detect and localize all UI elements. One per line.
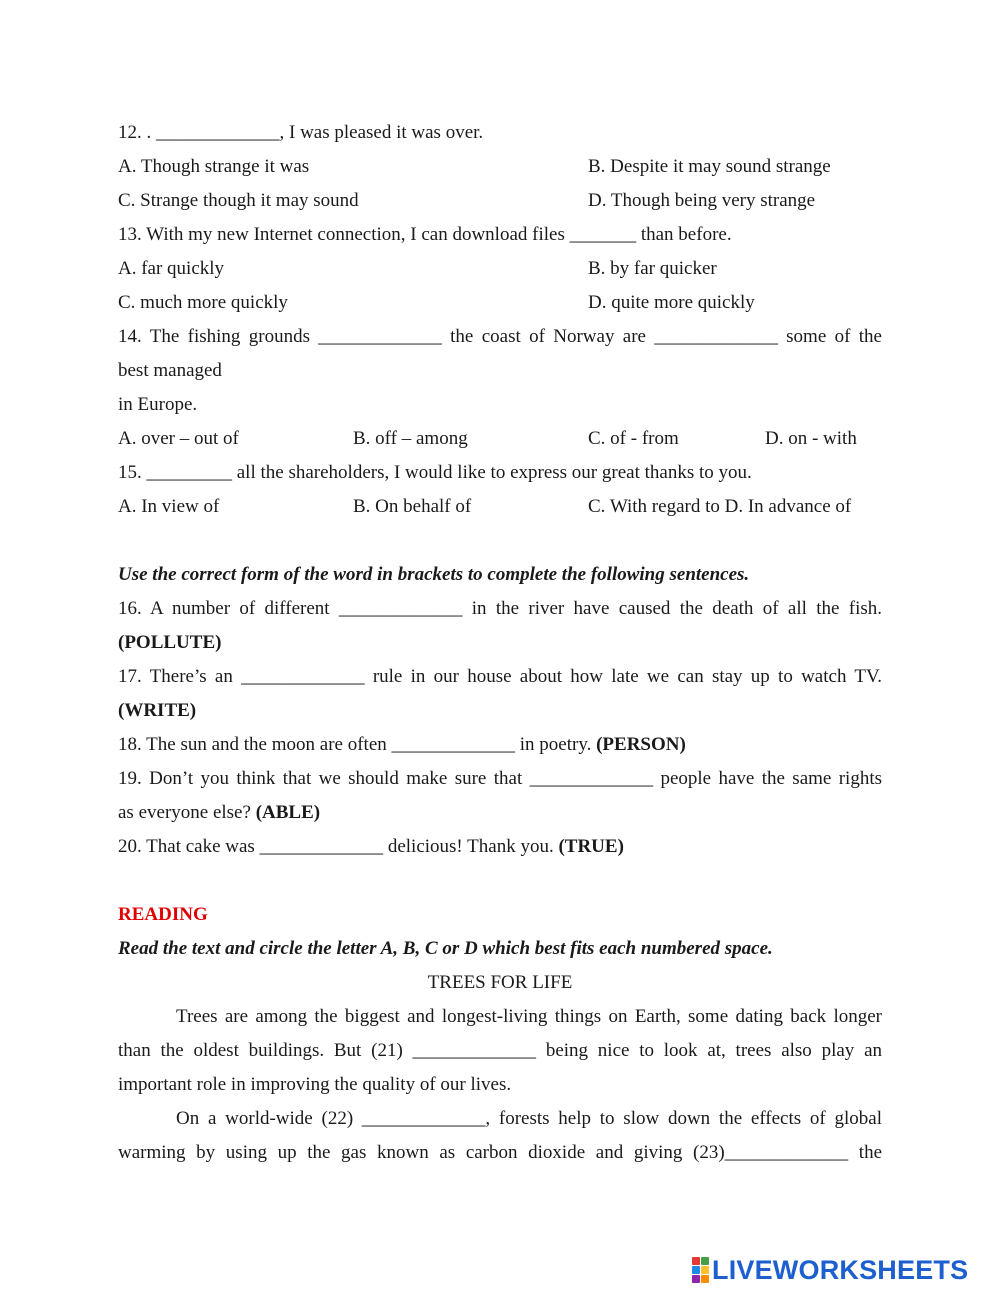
question-15-option-a[interactable]: A. In view of <box>118 496 220 517</box>
reading-p2-line1: On a world-wide (22) _____________, forests help to slow down the effects of global <box>176 1108 882 1129</box>
question-13-stem: 13. With my new Internet connection, I can download files _______ than before. <box>118 224 732 245</box>
reading-instruction: Read the text and circle the letter A, B, C or D which best fits each numbered space. <box>118 938 773 959</box>
liveworksheets-logo[interactable] <box>692 1255 968 1285</box>
question-12-option-d[interactable]: D. Though being very strange <box>588 190 816 211</box>
question-18-text: 18. The sun and the moon are often _____________ in poetry. <box>118 734 597 755</box>
question-17-text: 17. There’s an _____________ rule in our house about how late we can stay up to watch TV. <box>118 666 882 687</box>
reading-heading: READING <box>118 904 208 925</box>
reading-p1-line3: important role in improving the quality of our lives. <box>118 1074 512 1095</box>
question-12-option-b[interactable]: B. Despite it may sound strange <box>588 156 831 177</box>
question-12-options-row2 <box>118 184 882 218</box>
question-14-stem-line1: 14. The fishing grounds _____________ the coast of Norway are _____________ some of the <box>118 326 882 347</box>
question-13-options-row1 <box>118 252 882 286</box>
worksheet-page <box>118 116 882 1170</box>
question-14-option-d[interactable]: D. on - with <box>765 428 857 449</box>
spacer <box>118 864 882 898</box>
question-16-word: (POLLUTE) <box>118 632 222 653</box>
question-14-option-a[interactable]: A. over – out of <box>118 428 239 449</box>
question-13-option-d[interactable]: D. quite more quickly <box>588 292 755 313</box>
question-12-option-a[interactable]: A. Though strange it was <box>118 156 310 177</box>
question-19-word: (ABLE) <box>255 802 321 823</box>
question-14-option-c[interactable]: C. of - from <box>588 428 679 449</box>
question-19-text-line2: as everyone else? <box>118 802 256 823</box>
question-14-option-b[interactable]: B. off – among <box>353 428 468 449</box>
question-20 <box>118 830 882 864</box>
question-13-options-row2 <box>118 286 882 320</box>
question-16-text: 16. A number of different _____________ in the river have caused the death of all the fish. <box>118 598 882 619</box>
question-12-options-row1 <box>118 150 882 184</box>
question-20-word: (TRUE) <box>558 836 624 857</box>
question-18 <box>118 728 882 762</box>
reading-title: TREES FOR LIFE <box>427 972 573 993</box>
question-12-stem: 12. . _____________, I was pleased it was over. <box>118 122 484 143</box>
reading-p2-line2: warming by using up the gas known as carbon dioxide and giving (23)_____________ the <box>118 1142 882 1163</box>
liveworksheets-logo-text: LIVEWORKSHEETS <box>712 1254 969 1285</box>
reading-p1-line2: than the oldest buildings. But (21) _____________ being nice to look at, trees also play an <box>118 1040 882 1061</box>
question-15-options <box>118 490 882 524</box>
question-12-option-c[interactable]: C. Strange though it may sound <box>118 190 359 211</box>
question-14-stem-line2: best managed <box>118 360 222 381</box>
question-14-stem-line3: in Europe. <box>118 394 198 415</box>
liveworksheets-logo-icon <box>692 1257 709 1283</box>
spacer <box>118 524 882 558</box>
question-15-option-b[interactable]: B. On behalf of <box>353 496 472 517</box>
word-form-instruction: Use the correct form of the word in brackets to complete the following sentences. <box>118 564 750 585</box>
question-20-text: 20. That cake was _____________ delicious! Thank you. <box>118 836 559 857</box>
reading-p1-line1: Trees are among the biggest and longest-living things on Earth, some dating back longer <box>176 1006 882 1027</box>
question-13-option-a[interactable]: A. far quickly <box>118 258 225 279</box>
question-19-line2 <box>118 796 882 830</box>
question-13-option-c[interactable]: C. much more quickly <box>118 292 288 313</box>
question-15-stem: 15. _________ all the shareholders, I would like to express our great thanks to you. <box>118 462 752 483</box>
question-17-word: (WRITE) <box>118 700 197 721</box>
question-13-option-b[interactable]: B. by far quicker <box>588 258 717 279</box>
question-19-text-line1: 19. Don’t you think that we should make sure that _____________ people have the same rights <box>118 768 882 789</box>
question-18-word: (PERSON) <box>596 734 686 755</box>
question-14-options <box>118 422 882 456</box>
question-15-option-c-d[interactable]: C. With regard to D. In advance of <box>588 496 852 517</box>
